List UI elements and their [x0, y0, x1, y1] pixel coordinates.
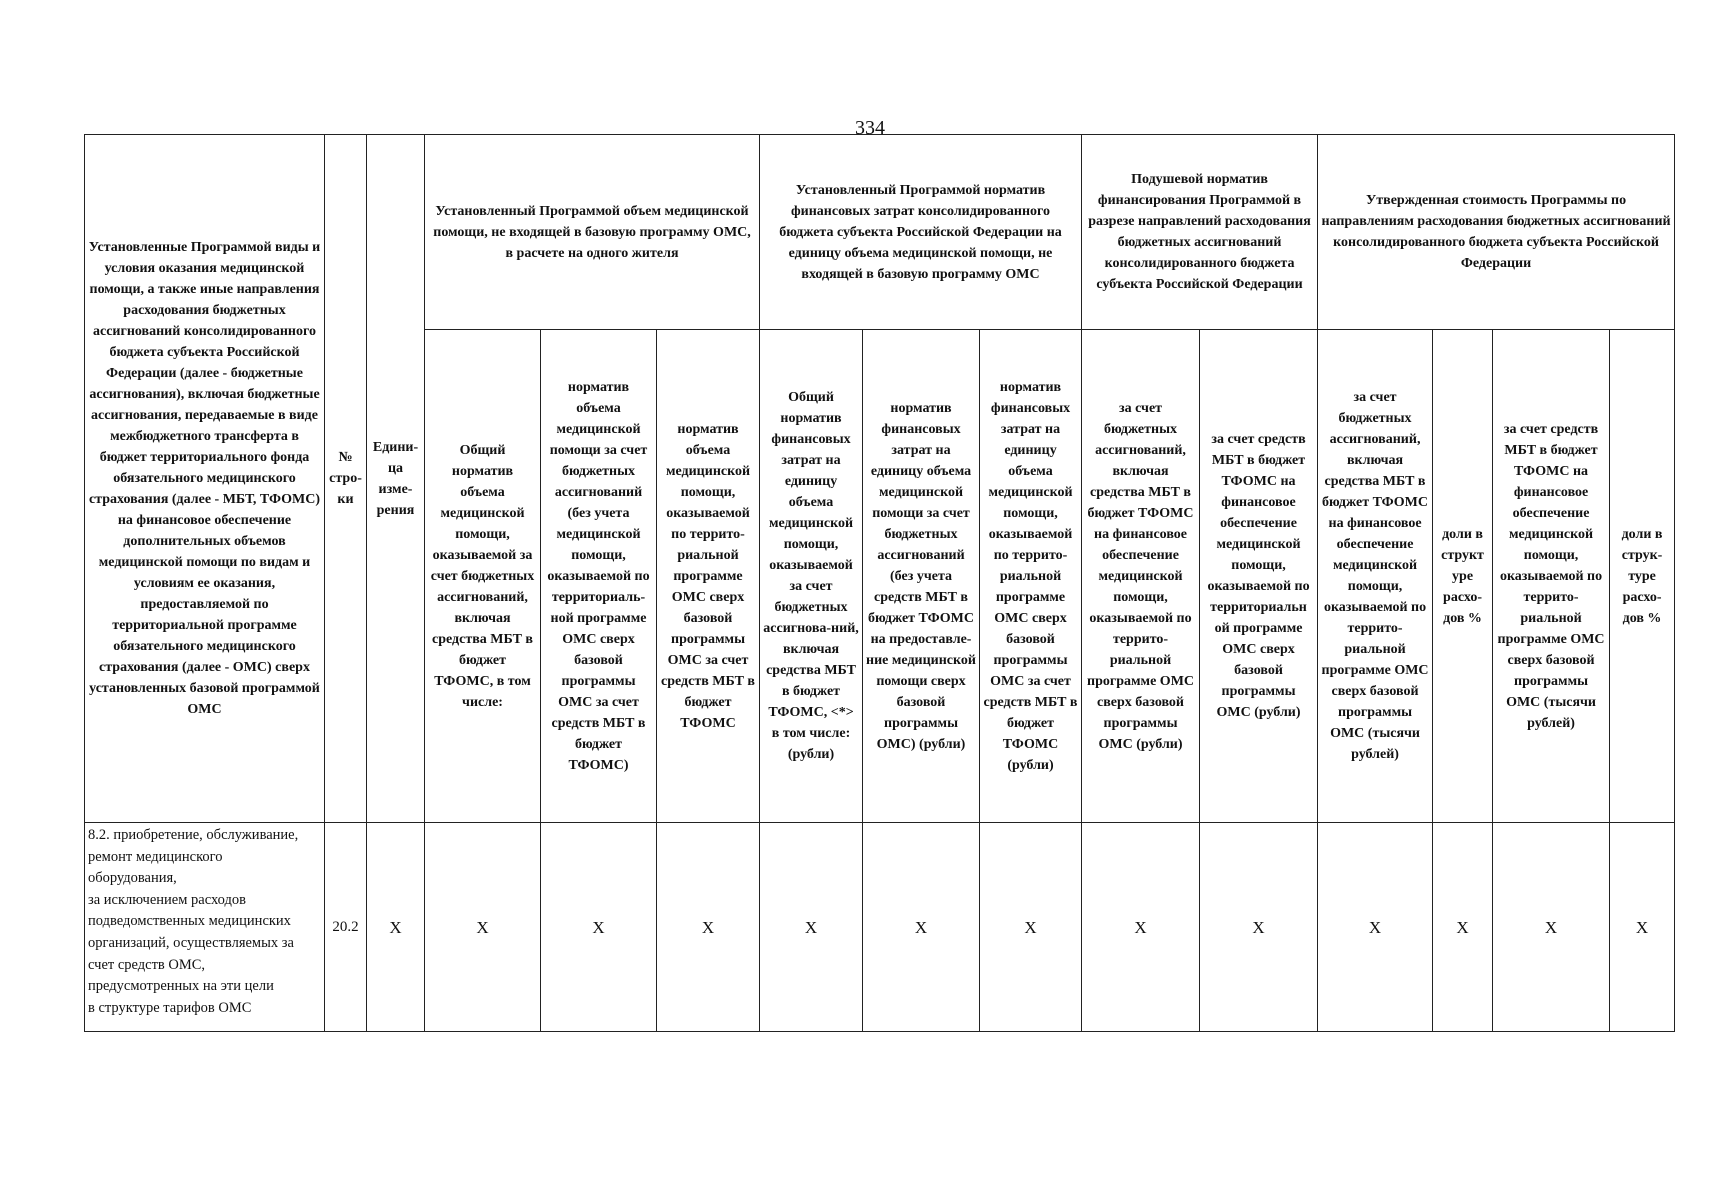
row-value-2: X: [541, 823, 657, 1032]
row-value-7: X: [1082, 823, 1200, 1032]
header-group-row: [85, 135, 1675, 330]
row-value-3: X: [657, 823, 760, 1032]
header-sub-11: за счет средств МБТ в бюджет ТФОМС на финансовое обеспечение медицинской помощи, оказываемой по террито-риальной программе ОМС сверх базовой программы ОМС (тысячи рублей): [1493, 330, 1610, 823]
row-value-6: X: [980, 823, 1082, 1032]
row-value-11: X: [1493, 823, 1610, 1032]
header-sub-6: норматив финансовых затрат на единицу объема медицинской помощи, оказываемой по террито-риальной программе ОМС сверх базовой программы ОМС за счет средств МБТ в бюджет ТФОМС (рубли): [980, 330, 1082, 823]
row-line-no: 20.2: [325, 823, 367, 1032]
header-sub-4: Общий норматив финансовых затрат на единицу объема медицинской помощи, оказываемой за счет бюджетных ассигнова-ний, включая средства МБТ в бюджет ТФОМС, <*> в том числе: (рубли): [760, 330, 863, 823]
header-line-no: № стро-ки: [325, 135, 367, 823]
header-sub-5: норматив финансовых затрат на единицу объема медицинской помощи за счет бюджетных ассигнований (без учета средств МБТ в бюджет ТФОМС на предоставле-ние медицинской помощи сверх базовой программы ОМС) (рубли): [863, 330, 980, 823]
row-value-4: X: [760, 823, 863, 1032]
header-sub-2: норматив объема медицинской помощи за счет бюджетных ассигнований (без учета медицинской помощи, оказываемой по территориаль-ной программе ОМС сверх базовой программы ОМС за счет средств МБТ в бюджет ТФОМС): [541, 330, 657, 823]
header-group-per-capita: Подушевой норматив финансирования Программой в разрезе направлений расходования бюджетных ассигнований консолидированного бюджета субъекта Российской Федерации: [1082, 135, 1318, 330]
row-label: 8.2. приобретение, обслуживание, ремонт медицинского оборудования, за исключением расходов подведомственных медицинских организаций, осуществляемых за счет средств ОМС, предусмотренных на эти цели в структуре тарифов ОМС: [85, 823, 325, 1032]
budget-table: [84, 134, 1675, 1032]
header-sub-3: норматив объема медицинской помощи, оказываемой по террито-риальной программе ОМС сверх базовой программы ОМС за счет средств МБТ в бюджет ТФОМС: [657, 330, 760, 823]
header-sub-10: доли в структ уре расхо-дов %: [1433, 330, 1493, 823]
row-value-12: X: [1610, 823, 1675, 1032]
header-sub-9: за счет бюджетных ассигнований, включая средства МБТ в бюджет ТФОМС на финансовое обеспечение медицинской помощи, оказываемой по террито-риальной программе ОМС сверх базовой программы ОМС (тысячи рублей): [1318, 330, 1433, 823]
row-value-10: X: [1433, 823, 1493, 1032]
row-value-5: X: [863, 823, 980, 1032]
table-row: [85, 823, 1675, 1032]
header-sub-8: за счет средств МБТ в бюджет ТФОМС на финансовое обеспечение медицинской помощи, оказываемой по территориальн ой программе ОМС сверх базовой программы ОМС (рубли): [1200, 330, 1318, 823]
row-value-9: X: [1318, 823, 1433, 1032]
header-group-cost-norm: Установленный Программой норматив финансовых затрат консолидированного бюджета субъекта Российской Федерации на единицу объема медицинской помощи, не входящей в базовую программу ОМС: [760, 135, 1082, 330]
page-number: 334: [855, 117, 885, 139]
header-kind: Установленные Программой виды и условия оказания медицинской помощи, а также иные направления расходования бюджетных ассигнований консолидированного бюджета субъекта Российской Федерации (далее - бюджетные ассигнования), включая бюджетные ассигнования, передаваемые в виде межбюджетного трансферта в бюджет территориального фонда обязательного медицинского страхования (далее - МБТ, ТФОМС) на финансовое обеспечение дополнительных объемов медицинской помощи по видам и условиям ее оказания, предоставляемой по территориальной программе обязательного медицинского страхования (далее - ОМС) сверх установленных базовой программой ОМС: [85, 135, 325, 823]
header-sub-12: доли в струк-туре расхо-дов %: [1610, 330, 1675, 823]
header-group-volume: Установленный Программой объем медицинской помощи, не входящей в базовую программу ОМС, в расчете на одного жителя: [425, 135, 760, 330]
header-sub-7: за счет бюджетных ассигнований, включая средства МБТ в бюджет ТФОМС на финансовое обеспечение медицинской помощи, оказываемой по террито-риальной программе ОМС сверх базовой программы ОМС (рубли): [1082, 330, 1200, 823]
header-sub-1: Общий норматив объема медицинской помощи, оказываемой за счет бюджетных ассигнований, включая средства МБТ в бюджет ТФОМС, в том числе:: [425, 330, 541, 823]
row-unit: X: [367, 823, 425, 1032]
header-group-approved-cost: Утвержденная стоимость Программы по направлениям расходования бюджетных ассигнований консолидированного бюджета субъекта Российской Федерации: [1318, 135, 1675, 330]
row-value-8: X: [1200, 823, 1318, 1032]
header-unit: Едини-ца изме-рения: [367, 135, 425, 823]
row-value-1: X: [425, 823, 541, 1032]
